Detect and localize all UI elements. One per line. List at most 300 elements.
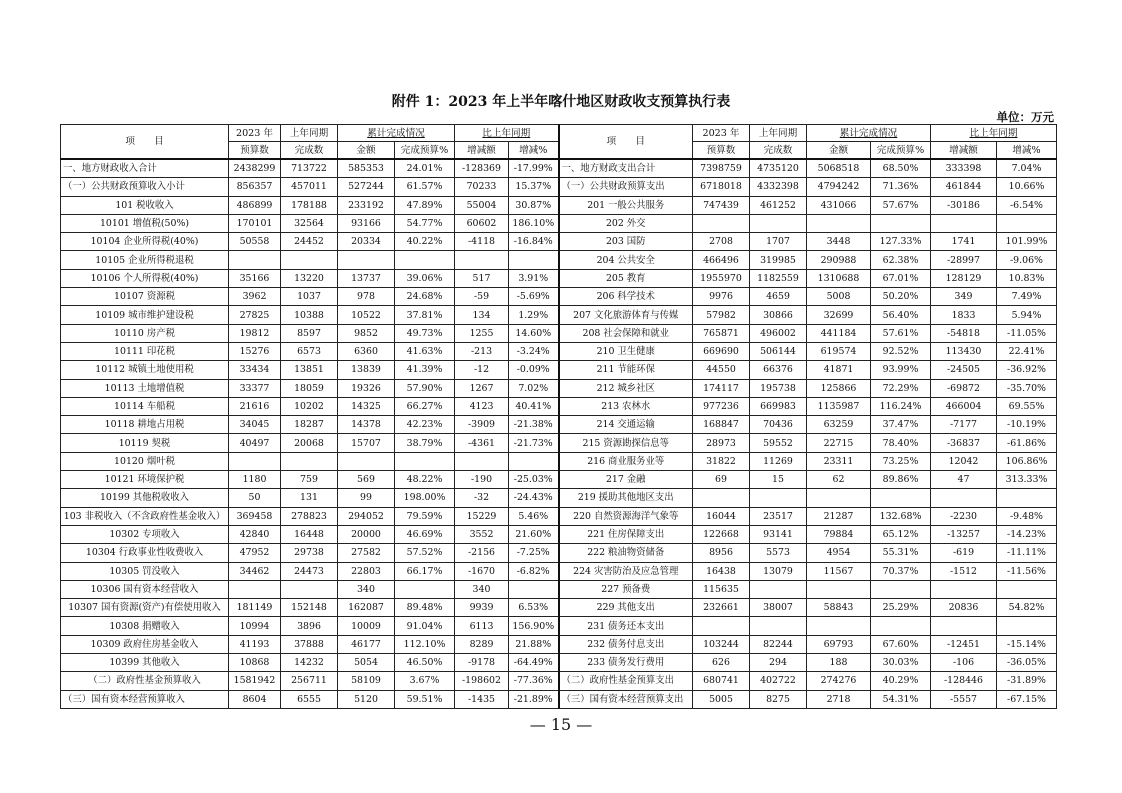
expenditure-prev-cell: 319985 [750, 251, 807, 269]
expenditure-amount-cell: 58843 [807, 599, 871, 617]
expenditure-change-pct-cell: -31.89% [997, 672, 1057, 690]
expenditure-budget-cell: 1955970 [693, 269, 750, 287]
revenue-prev-cell: 131 [281, 489, 338, 507]
revenue-prev-cell: 278823 [281, 507, 338, 525]
expenditure-amount-cell: 32699 [807, 306, 871, 324]
expenditure-item-name: 227 预备费 [559, 580, 693, 598]
table-row [61, 379, 1057, 397]
table-row [61, 288, 1057, 306]
header-amount-right: 金额 [807, 142, 871, 160]
expenditure-change-cell [931, 214, 997, 232]
header-compare-left: 比上年同期 [455, 125, 559, 142]
revenue-change-pct-cell: -5.69% [509, 288, 559, 306]
revenue-item-name: 10302 专项收入 [61, 525, 229, 543]
expenditure-prev-cell [750, 214, 807, 232]
revenue-prev-cell: 32564 [281, 214, 338, 232]
expenditure-prev-cell: 93141 [750, 525, 807, 543]
table-row [61, 196, 1057, 214]
expenditure-change-pct-cell: 22.41% [997, 342, 1057, 360]
revenue-amount-cell: 527244 [338, 178, 395, 196]
expenditure-change-pct-cell [997, 580, 1057, 598]
expenditure-change-cell: -13257 [931, 525, 997, 543]
revenue-budget-cell: 181149 [229, 599, 281, 617]
expenditure-amount-cell: 79884 [807, 525, 871, 543]
expenditure-budget-cell [693, 214, 750, 232]
expenditure-amount-cell: 22715 [807, 434, 871, 452]
expenditure-change-pct-cell: 313.33% [997, 471, 1057, 489]
revenue-prev-cell: 152148 [281, 599, 338, 617]
expenditure-change-cell: 20836 [931, 599, 997, 617]
revenue-budget-cell: 170101 [229, 214, 281, 232]
revenue-change-cell: -190 [455, 471, 509, 489]
revenue-change-pct-cell: -17.99% [509, 159, 559, 178]
expenditure-prev-cell: 461252 [750, 196, 807, 214]
expenditure-change-pct-cell: -61.86% [997, 434, 1057, 452]
expenditure-item-name: 231 债务还本支出 [559, 617, 693, 635]
revenue-prev-cell: 37888 [281, 635, 338, 653]
revenue-change-cell: 517 [455, 269, 509, 287]
expenditure-prev-cell: 82244 [750, 635, 807, 653]
expenditure-amount-cell: 11567 [807, 562, 871, 580]
revenue-amount-cell: 294052 [338, 507, 395, 525]
expenditure-prev-cell: 496002 [750, 324, 807, 342]
revenue-change-cell: 70233 [455, 178, 509, 196]
expenditure-budget-cell: 977236 [693, 397, 750, 415]
expenditure-item-name: 217 金融 [559, 471, 693, 489]
revenue-item-name: 10399 其他收入 [61, 654, 229, 672]
header-prev-line1-left: 上年同期 [281, 125, 338, 142]
expenditure-change-cell: -54818 [931, 324, 997, 342]
expenditure-change-pct-cell [997, 214, 1057, 232]
expenditure-item-name: 211 节能环保 [559, 361, 693, 379]
revenue-budget-cell: 2438299 [229, 159, 281, 178]
revenue-change-pct-cell: 3.91% [509, 269, 559, 287]
revenue-budget-cell: 1581942 [229, 672, 281, 690]
revenue-budget-cell [229, 580, 281, 598]
revenue-item-name: 10110 房产税 [61, 324, 229, 342]
expenditure-item-name: 220 自然资源海洋气象等 [559, 507, 693, 525]
expenditure-budget-cell: 7398759 [693, 159, 750, 178]
expenditure-amount-cell: 274276 [807, 672, 871, 690]
expenditure-item-name: 222 粮油物资储备 [559, 544, 693, 562]
revenue-item-name: 10199 其他税收收入 [61, 489, 229, 507]
revenue-item-name: 10304 行政事业性收费收入 [61, 544, 229, 562]
revenue-item-name: 10104 企业所得税(40%) [61, 233, 229, 251]
revenue-budget-cell: 50 [229, 489, 281, 507]
revenue-budget-cell: 47952 [229, 544, 281, 562]
table-body [61, 159, 1057, 708]
revenue-budget-cell: 34045 [229, 416, 281, 434]
revenue-budget-cell: 15276 [229, 342, 281, 360]
header-pct-left: 完成预算% [395, 142, 455, 160]
expenditure-prev-cell: 70436 [750, 416, 807, 434]
revenue-change-pct-cell: 30.87% [509, 196, 559, 214]
expenditure-amount-cell: 21287 [807, 507, 871, 525]
revenue-change-pct-cell: -16.84% [509, 233, 559, 251]
revenue-pct-cell: 41.39% [395, 361, 455, 379]
budget-execution-table [60, 124, 1057, 709]
revenue-change-cell: -1435 [455, 690, 509, 708]
revenue-amount-cell: 5120 [338, 690, 395, 708]
expenditure-pct-cell: 67.01% [871, 269, 931, 287]
revenue-amount-cell: 5054 [338, 654, 395, 672]
revenue-item-name: 101 税收收入 [61, 196, 229, 214]
expenditure-item-name: 208 社会保障和就业 [559, 324, 693, 342]
expenditure-amount-cell: 431066 [807, 196, 871, 214]
expenditure-item-name: 232 债务付息支出 [559, 635, 693, 653]
table-row [61, 361, 1057, 379]
expenditure-prev-cell [750, 617, 807, 635]
expenditure-pct-cell: 72.29% [871, 379, 931, 397]
expenditure-item-name: 204 公共安全 [559, 251, 693, 269]
expenditure-change-pct-cell [997, 489, 1057, 507]
revenue-prev-cell: 8597 [281, 324, 338, 342]
revenue-pct-cell: 24.68% [395, 288, 455, 306]
revenue-change-pct-cell [509, 452, 559, 470]
expenditure-change-cell: 466004 [931, 397, 997, 415]
expenditure-change-cell [931, 489, 997, 507]
expenditure-pct-cell: 57.67% [871, 196, 931, 214]
revenue-pct-cell: 59.51% [395, 690, 455, 708]
expenditure-pct-cell: 132.68% [871, 507, 931, 525]
table-row [61, 562, 1057, 580]
revenue-amount-cell: 22803 [338, 562, 395, 580]
revenue-change-pct-cell: 15.37% [509, 178, 559, 196]
revenue-pct-cell: 48.22% [395, 471, 455, 489]
revenue-item-name: 一、地方财政收入合计 [61, 159, 229, 178]
expenditure-amount-cell [807, 214, 871, 232]
revenue-prev-cell: 16448 [281, 525, 338, 543]
expenditure-budget-cell: 232661 [693, 599, 750, 617]
revenue-item-name: 10308 捐赠收入 [61, 617, 229, 635]
expenditure-budget-cell: 626 [693, 654, 750, 672]
expenditure-item-name: 206 科学技术 [559, 288, 693, 306]
expenditure-pct-cell: 70.37% [871, 562, 931, 580]
expenditure-item-name: 213 农林水 [559, 397, 693, 415]
revenue-prev-cell: 457011 [281, 178, 338, 196]
revenue-budget-cell: 1180 [229, 471, 281, 489]
table-row [61, 690, 1057, 708]
expenditure-item-name: 215 资源勘探信息等 [559, 434, 693, 452]
expenditure-amount-cell: 4954 [807, 544, 871, 562]
expenditure-budget-cell: 174117 [693, 379, 750, 397]
revenue-change-pct-cell: -21.73% [509, 434, 559, 452]
revenue-pct-cell: 47.89% [395, 196, 455, 214]
expenditure-change-pct-cell: 106.86% [997, 452, 1057, 470]
revenue-change-cell: 4123 [455, 397, 509, 415]
expenditure-budget-cell: 44550 [693, 361, 750, 379]
expenditure-prev-cell: 294 [750, 654, 807, 672]
table-row [61, 580, 1057, 598]
expenditure-pct-cell: 68.50% [871, 159, 931, 178]
revenue-budget-cell: 486899 [229, 196, 281, 214]
revenue-change-pct-cell: 186.10% [509, 214, 559, 232]
revenue-budget-cell: 19812 [229, 324, 281, 342]
revenue-change-pct-cell: -24.43% [509, 489, 559, 507]
revenue-item-name: （三）国有资本经营预算收入 [61, 690, 229, 708]
expenditure-change-pct-cell: 69.55% [997, 397, 1057, 415]
revenue-pct-cell: 91.04% [395, 617, 455, 635]
expenditure-amount-cell: 41871 [807, 361, 871, 379]
revenue-item-name: 10305 罚没收入 [61, 562, 229, 580]
table-row [61, 635, 1057, 653]
expenditure-change-cell: -12451 [931, 635, 997, 653]
revenue-prev-cell: 759 [281, 471, 338, 489]
revenue-prev-cell: 10388 [281, 306, 338, 324]
table-row [61, 159, 1057, 178]
expenditure-amount-cell: 63259 [807, 416, 871, 434]
expenditure-pct-cell: 54.31% [871, 690, 931, 708]
revenue-change-cell: 8289 [455, 635, 509, 653]
header-pct-right: 完成预算% [871, 142, 931, 160]
expenditure-change-cell: -30186 [931, 196, 997, 214]
expenditure-amount-cell: 5068518 [807, 159, 871, 178]
revenue-pct-cell: 42.23% [395, 416, 455, 434]
expenditure-change-pct-cell: 54.82% [997, 599, 1057, 617]
revenue-item-name: 10309 政府住房基金收入 [61, 635, 229, 653]
expenditure-amount-cell: 3448 [807, 233, 871, 251]
revenue-prev-cell [281, 452, 338, 470]
revenue-prev-cell [281, 251, 338, 269]
revenue-amount-cell: 340 [338, 580, 395, 598]
revenue-change-cell: -4361 [455, 434, 509, 452]
expenditure-change-cell: -1512 [931, 562, 997, 580]
expenditure-item-name: 221 住房保障支出 [559, 525, 693, 543]
revenue-change-pct-cell: 21.60% [509, 525, 559, 543]
revenue-item-name: 10118 耕地占用税 [61, 416, 229, 434]
revenue-pct-cell: 54.77% [395, 214, 455, 232]
revenue-prev-cell: 1037 [281, 288, 338, 306]
revenue-amount-cell: 93166 [338, 214, 395, 232]
revenue-change-pct-cell: 156.90% [509, 617, 559, 635]
expenditure-change-cell [931, 617, 997, 635]
table-row [61, 544, 1057, 562]
expenditure-budget-cell: 168847 [693, 416, 750, 434]
table-row [61, 471, 1057, 489]
expenditure-pct-cell: 65.12% [871, 525, 931, 543]
revenue-prev-cell: 713722 [281, 159, 338, 178]
revenue-budget-cell: 21616 [229, 397, 281, 415]
expenditure-pct-cell: 37.47% [871, 416, 931, 434]
revenue-item-name: 10121 环境保护税 [61, 471, 229, 489]
expenditure-item-name: 205 教育 [559, 269, 693, 287]
expenditure-budget-cell: 765871 [693, 324, 750, 342]
expenditure-pct-cell: 55.31% [871, 544, 931, 562]
revenue-prev-cell: 10202 [281, 397, 338, 415]
expenditure-change-pct-cell: -15.14% [997, 635, 1057, 653]
revenue-prev-cell: 18287 [281, 416, 338, 434]
expenditure-change-cell: -5557 [931, 690, 997, 708]
expenditure-amount-cell [807, 617, 871, 635]
revenue-pct-cell: 38.79% [395, 434, 455, 452]
expenditure-item-name: 216 商业服务业等 [559, 452, 693, 470]
expenditure-change-cell: 113430 [931, 342, 997, 360]
revenue-amount-cell: 14325 [338, 397, 395, 415]
header-budget-line1-right: 2023 年 [693, 125, 750, 142]
expenditure-amount-cell: 5008 [807, 288, 871, 306]
revenue-change-cell: -3909 [455, 416, 509, 434]
revenue-change-pct-cell: -25.03% [509, 471, 559, 489]
expenditure-pct-cell: 93.99% [871, 361, 931, 379]
revenue-prev-cell: 6573 [281, 342, 338, 360]
expenditure-prev-cell: 66376 [750, 361, 807, 379]
revenue-pct-cell: 57.52% [395, 544, 455, 562]
revenue-pct-cell: 46.69% [395, 525, 455, 543]
expenditure-pct-cell [871, 580, 931, 598]
revenue-change-cell: 6113 [455, 617, 509, 635]
expenditure-item-name: 229 其他支出 [559, 599, 693, 617]
revenue-item-name: 10111 印花税 [61, 342, 229, 360]
expenditure-item-name: 210 卫生健康 [559, 342, 693, 360]
revenue-change-pct-cell: 21.88% [509, 635, 559, 653]
expenditure-change-pct-cell: -11.56% [997, 562, 1057, 580]
expenditure-item-name: 219 援助其他地区支出 [559, 489, 693, 507]
expenditure-prev-cell: 59552 [750, 434, 807, 452]
expenditure-amount-cell: 62 [807, 471, 871, 489]
revenue-budget-cell: 41193 [229, 635, 281, 653]
revenue-item-name: 10112 城镇土地使用税 [61, 361, 229, 379]
table-row [61, 397, 1057, 415]
revenue-change-cell: -1670 [455, 562, 509, 580]
revenue-change-cell: -32 [455, 489, 509, 507]
expenditure-amount-cell: 441184 [807, 324, 871, 342]
expenditure-prev-cell: 1182559 [750, 269, 807, 287]
table-row [61, 507, 1057, 525]
expenditure-change-cell: -619 [931, 544, 997, 562]
expenditure-change-pct-cell: -10.19% [997, 416, 1057, 434]
revenue-pct-cell: 66.27% [395, 397, 455, 415]
expenditure-change-cell: -69872 [931, 379, 997, 397]
revenue-prev-cell: 178188 [281, 196, 338, 214]
revenue-change-cell: -2156 [455, 544, 509, 562]
expenditure-item-name: （二）政府性基金预算支出 [559, 672, 693, 690]
revenue-budget-cell: 42840 [229, 525, 281, 543]
expenditure-change-pct-cell: -14.23% [997, 525, 1057, 543]
expenditure-change-cell: -28997 [931, 251, 997, 269]
revenue-pct-cell: 89.48% [395, 599, 455, 617]
expenditure-prev-cell: 1707 [750, 233, 807, 251]
revenue-pct-cell [395, 452, 455, 470]
expenditure-change-pct-cell: 10.83% [997, 269, 1057, 287]
revenue-amount-cell [338, 452, 395, 470]
revenue-amount-cell: 27582 [338, 544, 395, 562]
expenditure-budget-cell: 16044 [693, 507, 750, 525]
header-change-left: 增减额 [455, 142, 509, 160]
expenditure-item-name: 一、地方财政支出合计 [559, 159, 693, 178]
revenue-item-name: 10120 烟叶税 [61, 452, 229, 470]
expenditure-change-cell [931, 580, 997, 598]
revenue-change-pct-cell: 14.60% [509, 324, 559, 342]
revenue-amount-cell: 14378 [338, 416, 395, 434]
revenue-budget-cell: 33434 [229, 361, 281, 379]
header-amount-left: 金额 [338, 142, 395, 160]
expenditure-budget-cell [693, 489, 750, 507]
expenditure-change-cell: 128129 [931, 269, 997, 287]
revenue-item-name: 10114 车船税 [61, 397, 229, 415]
unit-label: 单位：万元 [996, 110, 1054, 124]
expenditure-pct-cell: 56.40% [871, 306, 931, 324]
expenditure-amount-cell [807, 580, 871, 598]
revenue-change-pct-cell: 1.29% [509, 306, 559, 324]
expenditure-change-cell: 461844 [931, 178, 997, 196]
revenue-change-cell: 60602 [455, 214, 509, 232]
revenue-pct-cell: 3.67% [395, 672, 455, 690]
expenditure-change-cell: 333398 [931, 159, 997, 178]
expenditure-budget-cell: 5005 [693, 690, 750, 708]
revenue-change-cell: -4118 [455, 233, 509, 251]
revenue-change-cell: -128369 [455, 159, 509, 178]
revenue-change-cell: 1267 [455, 379, 509, 397]
expenditure-amount-cell: 290988 [807, 251, 871, 269]
revenue-budget-cell: 856357 [229, 178, 281, 196]
expenditure-prev-cell: 4332398 [750, 178, 807, 196]
expenditure-prev-cell [750, 580, 807, 598]
revenue-amount-cell: 13839 [338, 361, 395, 379]
expenditure-amount-cell: 125866 [807, 379, 871, 397]
revenue-pct-cell: 198.00% [395, 489, 455, 507]
expenditure-prev-cell: 5573 [750, 544, 807, 562]
expenditure-amount-cell [807, 489, 871, 507]
revenue-change-cell: -59 [455, 288, 509, 306]
revenue-pct-cell: 66.17% [395, 562, 455, 580]
revenue-budget-cell: 50558 [229, 233, 281, 251]
revenue-budget-cell: 10868 [229, 654, 281, 672]
revenue-change-pct-cell: -3.24% [509, 342, 559, 360]
revenue-change-cell: -198602 [455, 672, 509, 690]
revenue-change-cell: 9939 [455, 599, 509, 617]
expenditure-pct-cell: 89.86% [871, 471, 931, 489]
expenditure-item-name: 202 外交 [559, 214, 693, 232]
revenue-item-name: 10307 国有资源(资产)有偿使用收入 [61, 599, 229, 617]
revenue-pct-cell [395, 580, 455, 598]
expenditure-budget-cell: 680741 [693, 672, 750, 690]
page-number: — 15 — [529, 715, 593, 734]
expenditure-change-cell: -36837 [931, 434, 997, 452]
table-row [61, 214, 1057, 232]
header-cumulative-left: 累计完成情况 [338, 125, 455, 142]
expenditure-amount-cell: 2718 [807, 690, 871, 708]
expenditure-change-cell: -24505 [931, 361, 997, 379]
expenditure-budget-cell: 31822 [693, 452, 750, 470]
expenditure-change-pct-cell: -9.48% [997, 507, 1057, 525]
revenue-item-name: 10113 土地增值税 [61, 379, 229, 397]
revenue-pct-cell: 61.57% [395, 178, 455, 196]
revenue-item-name: 10101 增值税(50%) [61, 214, 229, 232]
table-row [61, 617, 1057, 635]
revenue-change-pct-cell: -7.25% [509, 544, 559, 562]
revenue-prev-cell: 3896 [281, 617, 338, 635]
expenditure-change-pct-cell [997, 617, 1057, 635]
expenditure-prev-cell: 15 [750, 471, 807, 489]
table-row [61, 251, 1057, 269]
revenue-change-cell: 134 [455, 306, 509, 324]
expenditure-prev-cell: 402722 [750, 672, 807, 690]
expenditure-change-pct-cell: -6.54% [997, 196, 1057, 214]
expenditure-item-name: 203 国防 [559, 233, 693, 251]
expenditure-item-name: 214 交通运输 [559, 416, 693, 434]
revenue-budget-cell [229, 452, 281, 470]
table-row [61, 525, 1057, 543]
expenditure-change-cell: -7177 [931, 416, 997, 434]
expenditure-amount-cell: 23311 [807, 452, 871, 470]
revenue-amount-cell: 19326 [338, 379, 395, 397]
revenue-prev-cell: 13851 [281, 361, 338, 379]
expenditure-change-cell: 47 [931, 471, 997, 489]
header-prev-line1-right: 上年同期 [750, 125, 807, 142]
revenue-change-cell [455, 251, 509, 269]
expenditure-amount-cell: 1310688 [807, 269, 871, 287]
expenditure-change-cell: -2230 [931, 507, 997, 525]
